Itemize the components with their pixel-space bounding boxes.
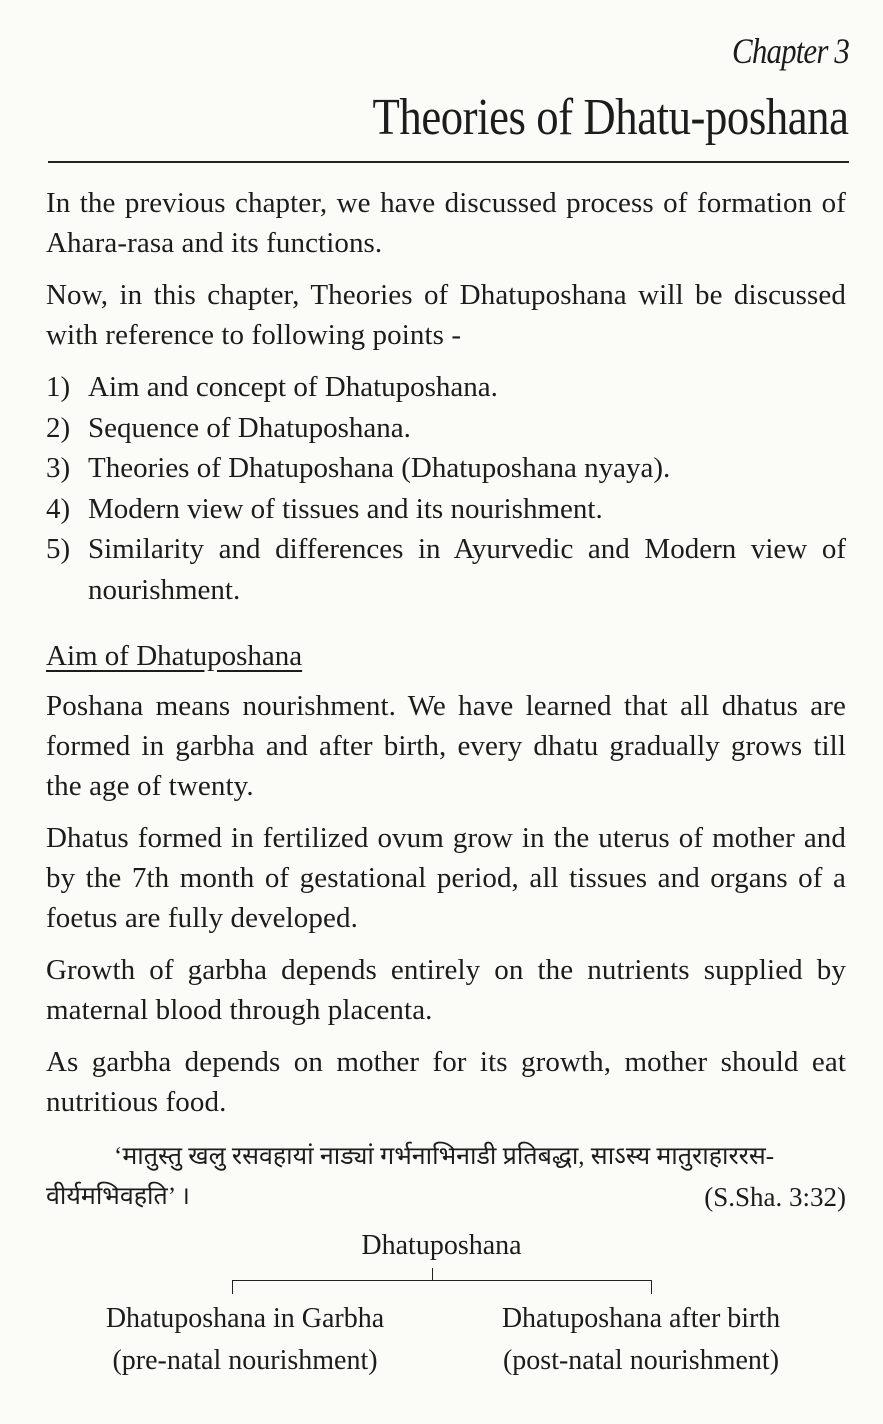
diagram-connector [651,1280,652,1294]
list-item-number: 4) [46,492,71,525]
sanskrit-verse [46,1137,846,1217]
list-item-number: 3) [46,452,71,484]
intro-paragraph: In the previous chapter, we have discussed process of formation of Ahara-rasa and its functions. [46,187,846,259]
body-paragraph: Poshana means nourishment. We have learned that all dhatus are formed in garbha and after birth, every dhatu gradually grows till the age of twenty. [46,690,846,802]
list-item [46,367,846,408]
list-item-text: Aim and concept of Dhatuposhana. [88,371,498,403]
diagram-connector [232,1280,233,1294]
body-paragraph: Dhatus formed in fertilized ovum grow in the uterus of mother and by the 7th month of gestational period, all tissues and organs of a foetus are fully developed. [46,822,846,934]
diagram-branch-postnatal [466,1298,816,1382]
points-list [46,367,846,610]
diagram-branch-prenatal [70,1298,420,1382]
list-item [46,448,846,489]
verse-line: वीर्यमभिवहति’ । [46,1183,190,1210]
chapter-label: Chapter 3 [732,31,849,71]
diagram-connector [232,1280,652,1281]
list-item-number: 2) [46,411,71,444]
verse-line: ‘मातुस्तु खलु रसवहायां नाड्यां गर्भनाभिनाडी प्रतिबद्धा, साऽस्य मातुराहाररस- [114,1143,775,1170]
verse-line-row [46,1177,846,1217]
dhatuposhana-diagram [0,1228,883,1398]
diagram-root-label: Dhatuposhana [361,1230,522,1261]
list-item [46,529,846,610]
verse-reference: (S.Sha. 3:32) [704,1182,846,1212]
chapter-title: Theories of Dhatu-poshana [372,89,849,146]
body-paragraph: As garbha depends on mother for its growth, mother should eat nutritious food. [46,1046,846,1118]
branch-subtitle: (pre-natal nourishment) [112,1345,378,1376]
body-paragraph: Growth of garbha depends entirely on the nutrients supplied by maternal blood through placenta. [46,954,846,1026]
list-item-number: 1) [46,371,71,403]
diagram-connector [432,1268,433,1280]
branch-subtitle: (post-natal nourishment) [502,1345,780,1376]
section-heading: Aim of Dhatuposhana [46,640,303,672]
title-divider [48,161,849,163]
chapter-body [46,183,846,1134]
intro-paragraph: Now, in this chapter, Theories of Dhatuposhana will be discussed with reference to following points - [46,279,846,351]
branch-title: Dhatuposhana in Garbha [105,1303,385,1334]
list-item [46,489,846,530]
list-item [46,408,846,449]
list-item-text: Similarity and differences in Ayurvedic and Modern view of nourishment. [88,533,846,606]
branch-title: Dhatuposhana after birth [501,1303,781,1334]
list-item-text: Sequence of Dhatuposhana. [88,411,411,444]
list-item-text: Theories of Dhatuposhana (Dhatuposhana nyaya). [88,452,671,484]
list-item-text: Modern view of tissues and its nourishment. [88,492,603,525]
list-item-number: 5) [46,533,71,565]
